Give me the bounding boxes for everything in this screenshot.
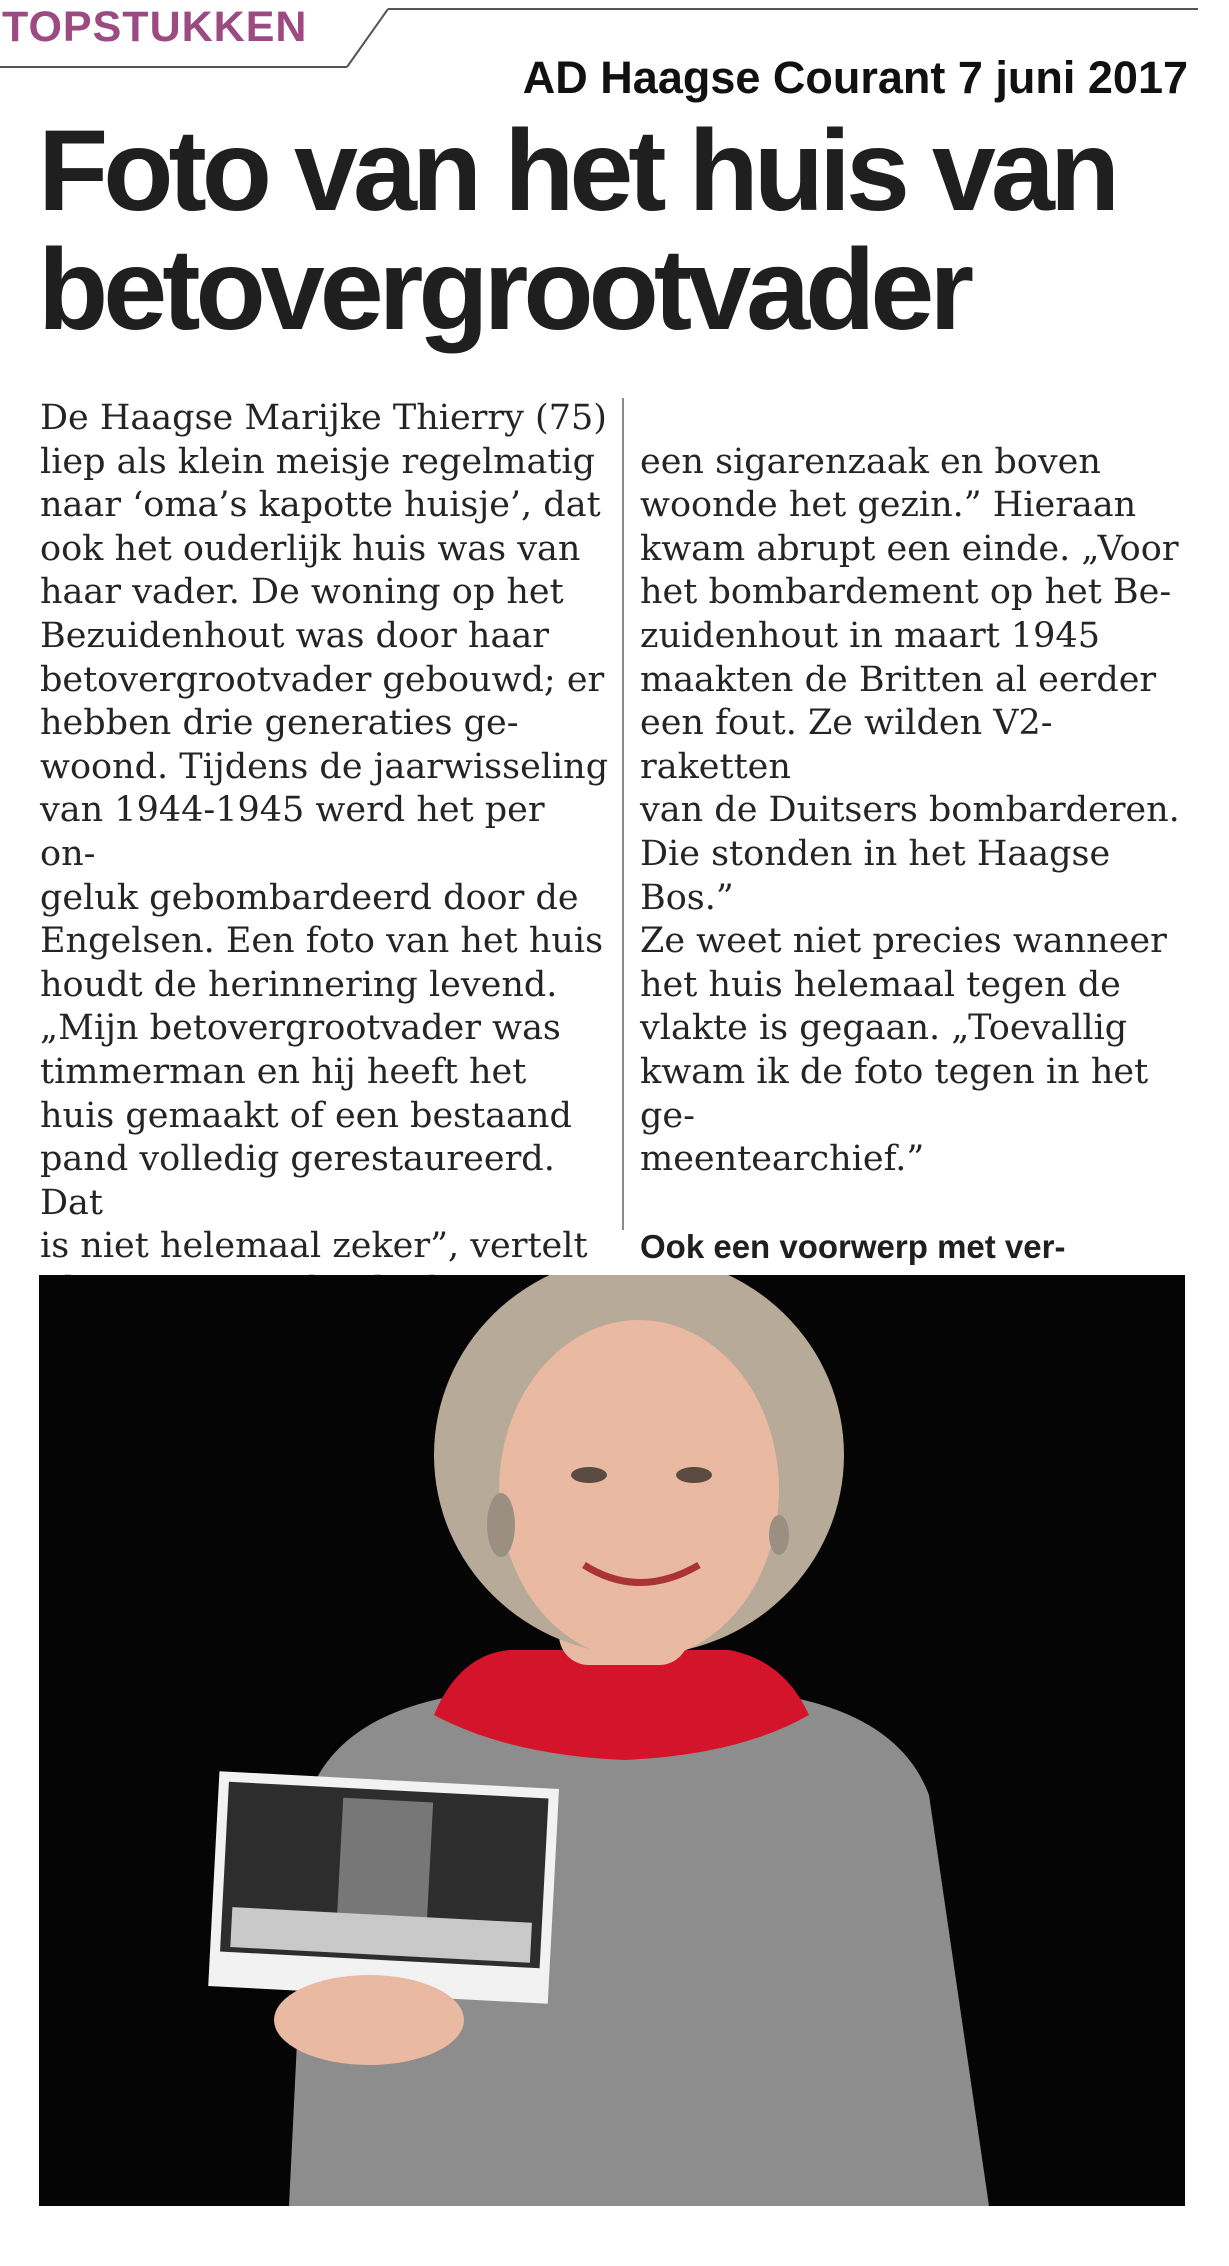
dateline: AD Haagse Courant 7 juni 2017	[522, 52, 1188, 103]
call-to-action: Ook een voorwerp met ver-	[640, 1228, 1066, 1266]
article-column-left: De Haagse Marijke Thierry (75) liep als klein meisje regelmatig naar ‘oma’s kapotte huisje’, dat ook het ouderlijk huis was van haar vader. De woning op het Bezuidenhout was door haar betovergrootvader gebouwd; er hebben drie generaties ge- woond. Tijdens de jaarwisseling van 1944-1945 werd het per on- geluk gebombardeerd door de Engelsen. Een foto van het huis houdt de herinnering levend. „Mijn betovergrootvader was timmerman en hij heeft het huis gemaakt of een bestaand pand volledig gerestaureerd. Dat is niet helemaal zeker”, vertelt	[40, 398, 609, 1267]
column-divider	[622, 398, 624, 1230]
article-photo	[39, 1275, 1185, 2206]
headline: Foto van het huis van betovergrootvader	[38, 107, 1116, 354]
section-tag: TOPSTUKKEN	[2, 3, 308, 51]
portrait-photo-icon	[39, 1275, 1185, 2206]
article-body-right: een sigarenzaak en boven woonde het gezin.” Hieraan kwam abrupt een einde. „Voor het bombardement op het Be- zuidenhout in maart 1945 maakten de Britten al eerder een fout. Ze wilden V2-raketten van de Duitsers bombarderen. Die stonden in het Haagse Bos.” Ze weet niet precies wanneer het huis helemaal tegen de vlakte is gegaan. „Toevallig kwam ik de foto tegen in het ge- meentearchief.”	[640, 441, 1180, 1180]
